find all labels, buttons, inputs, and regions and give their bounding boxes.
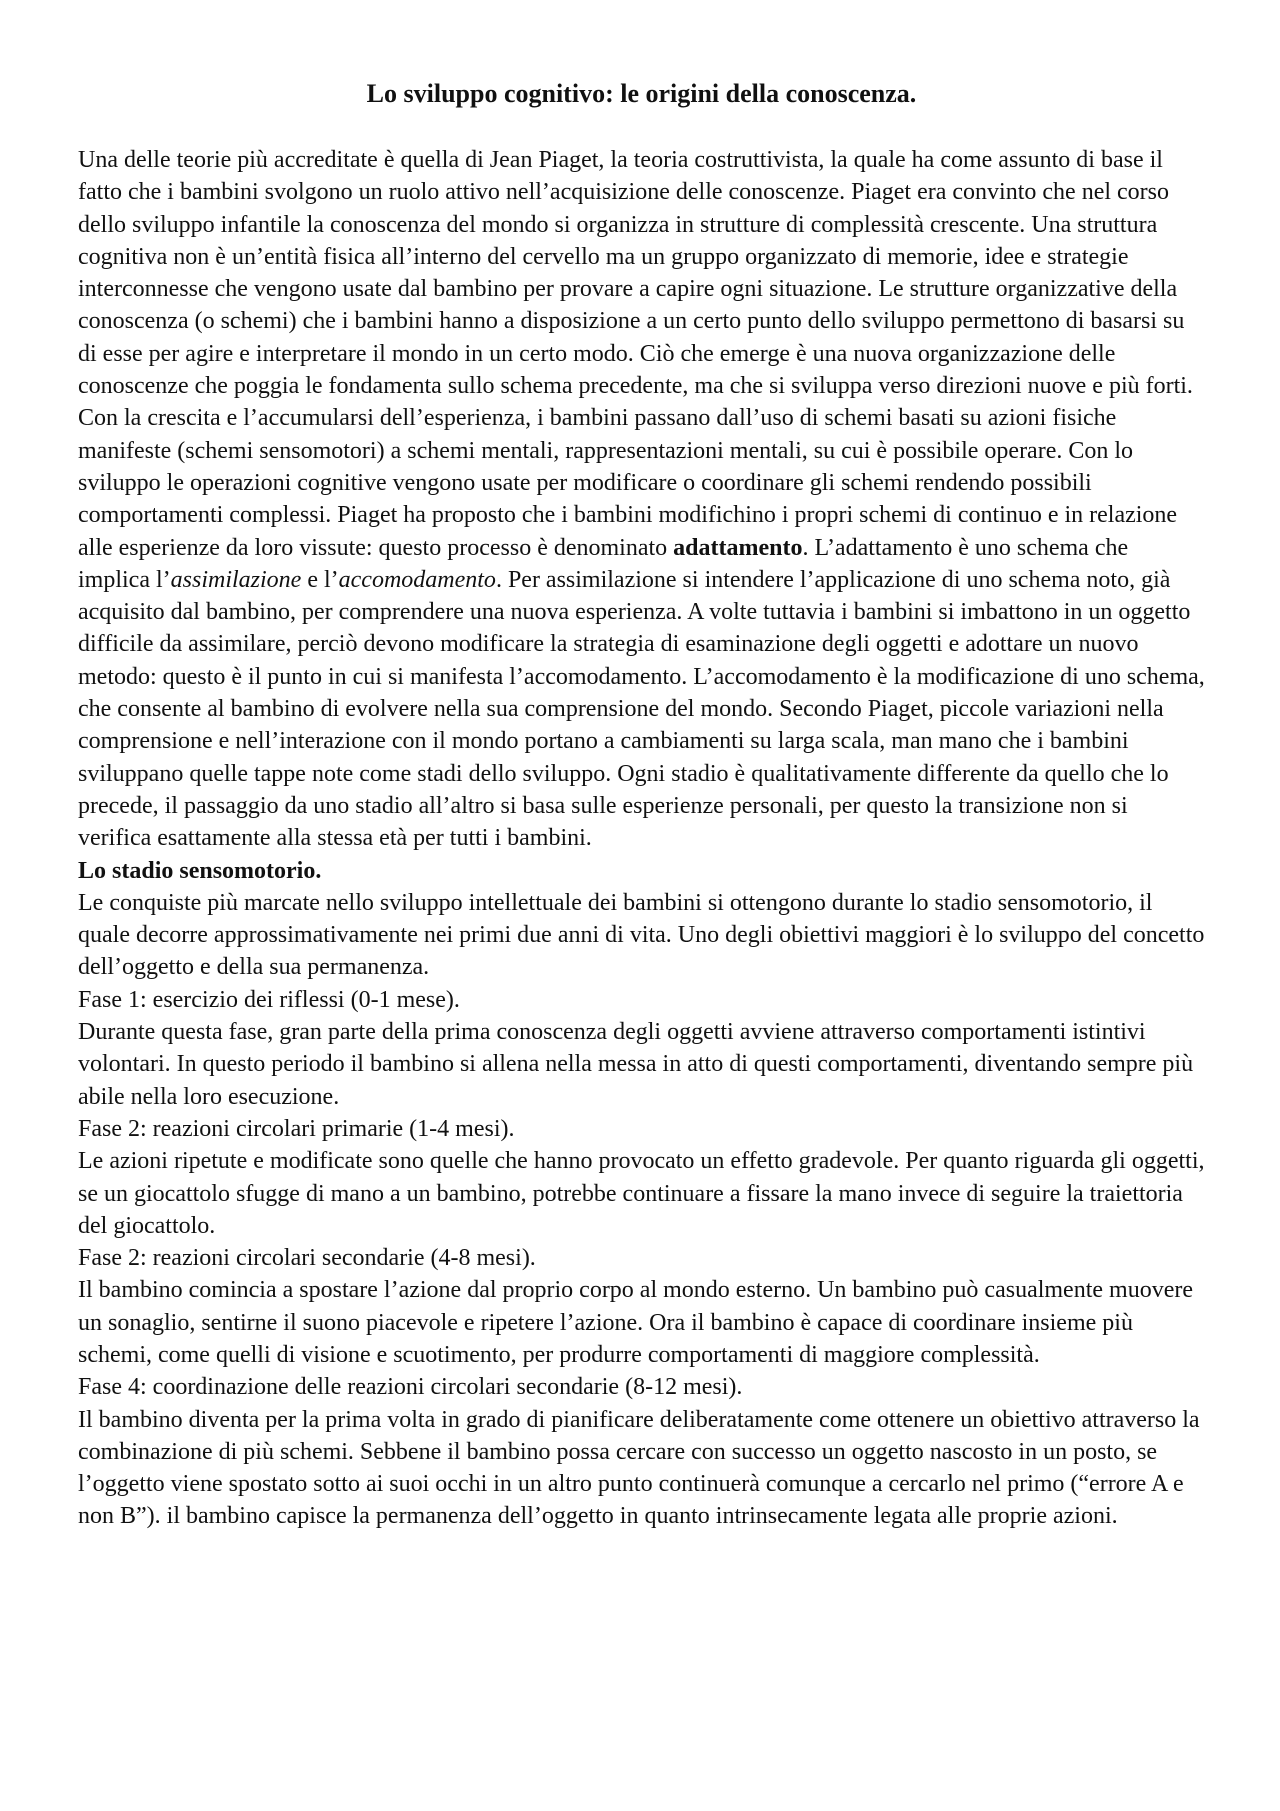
phase-1-text: Durante questa fase, gran parte della prima conoscenza degli oggetti avviene attraverso comportamenti istintivi volontari. In questo periodo il bambino si allena nella messa in atto di questi comportamenti, diventando sempre più abile nella loro esecuzione. — [78, 1019, 1194, 1110]
section-intro-paragraph: Le conquiste più marcate nello sviluppo intellettuale dei bambini si ottengono durante lo stadio sensomotorio, il quale decorre approssimativamente nei primi due anni di vita. Uno degli obiettivi maggiori è lo sviluppo del concetto dell’oggetto e della sua permanenza. — [78, 889, 1205, 981]
document-title: Lo sviluppo cognitivo: le origini della conoscenza. — [366, 79, 917, 108]
section-heading: Lo stadio sensomotorio. — [78, 857, 322, 884]
intro-text-part-3: e l’ — [301, 566, 339, 593]
term-assimilazione: assimilazione — [170, 566, 302, 593]
phase-3-text: Il bambino comincia a spostare l’azione dal proprio corpo al mondo esterno. Un bambino può casualmente muovere un sonaglio, sentirne il suono piacevole e ripetere l’azione. Ora il bambino è capace di coordinare insieme più schemi, come quelli di visione e scuotimento, per produrre comportamenti di maggiore complessità. — [78, 1277, 1193, 1368]
term-accomodamento: accomodamento — [338, 566, 496, 593]
document-body — [78, 144, 1205, 1533]
term-adattamento: adattamento — [673, 534, 803, 561]
intro-text-part-2: . L’adattamento è uno schema che implica l’ — [78, 534, 1129, 593]
phase-2-title: Fase 2: reazioni circolari primarie (1-4 mesi). — [78, 1115, 515, 1142]
phase-4-text: Il bambino diventa per la prima volta in grado di pianificare deliberatamente come ottenere un obiettivo attraverso la combinazione di più schemi. Sebbene il bambino possa cercare con successo un oggetto nascosto in un posto, se l’oggetto viene spostato sotto ai suoi occhi in un altro punto continuerà comunque a cercarlo nel primo (“errore A e non B”). il bambino capisce la permanenza dell’oggetto in quanto intrinsecamente legata alle proprie azioni. — [78, 1406, 1200, 1530]
phase-2-text: Le azioni ripetute e modificate sono quelle che hanno provocato un effetto gradevole. Per quanto riguarda gli oggetti, se un giocattolo sfugge di mano a un bambino, potrebbe continuare a fissare la mano invece di seguire la traiettoria del giocattolo. — [78, 1148, 1205, 1239]
intro-paragraph — [78, 144, 1205, 855]
phase-3-title: Fase 2: reazioni circolari secondarie (4-8 mesi). — [78, 1245, 536, 1272]
phase-1-title: Fase 1: esercizio dei riflessi (0-1 mese). — [78, 986, 460, 1013]
intro-text-part-4: . Per assimilazione si intendere l’applicazione di uno schema noto, già acquisito dal bambino, per comprendere una nuova esperienza. A volte tuttavia i bambini si imbattono in un oggetto difficile da assimilare, perciò devono modificare la strategia di esaminazione degli oggetti e adottare un nuovo metodo: questo è il punto in cui si manifesta l’accomodamento. L’accomodamento è la modificazione di uno schema, che consente al bambino di evolvere nella sua comprensione del mondo. Secondo Piaget, piccole variazioni nella comprensione e nell’interazione con il mondo portano a cambiamenti su larga scala, man mano che i bambini sviluppano quelle tappe note come stadi dello sviluppo. Ogni stadio è qualitativamente differente da quello che lo precede, il passaggio da uno stadio all’altro si basa sulle esperienze personali, per questo la transizione non si verifica esattamente alla stessa età per tutti i bambini. — [78, 566, 1205, 852]
phase-4-title: Fase 4: coordinazione delle reazioni circolari secondarie (8-12 mesi). — [78, 1374, 743, 1401]
intro-text-part-1: Una delle teorie più accreditate è quella di Jean Piaget, la teoria costruttivista, la quale ha come assunto di base il fatto che i bambini svolgono un ruolo attivo nell’acquisizione delle conoscenze. Piaget era convinto che nel corso dello sviluppo infantile la conoscenza del mondo si organizza in strutture di complessità crescente. Una struttura cognitiva non è un’entità fisica all’interno del cervello ma un gruppo organizzato di memorie, idee e strategie interconnesse che vengono usate dal bambino per provare a capire ogni situazione. Le strutture organizzative della conoscenza (o schemi) che i bambini hanno a disposizione a un certo punto dello sviluppo permettono di basarsi su di esse per agire e interpretare il mondo in un certo modo. Ciò che emerge è una nuova organizzazione delle conoscenze che poggia le fondamenta sullo schema precedente, ma che si sviluppa verso direzioni nuove e più forti. Con la crescita e l’accumularsi dell’esperienza, i bambini passano dall’uso di schemi basati su azioni fisiche manifeste (schemi sensomotori) a schemi mentali, rappresentazioni mentali, su cui è possibile operare. Con lo sviluppo le operazioni cognitive vengono usate per modificare o coordinare gli schemi rendendo possibili comportamenti complessi. Piaget ha proposto che i bambini modifichino i propri schemi di continuo e in relazione alle esperienze da loro vissute: questo processo è denominato — [78, 147, 1193, 561]
